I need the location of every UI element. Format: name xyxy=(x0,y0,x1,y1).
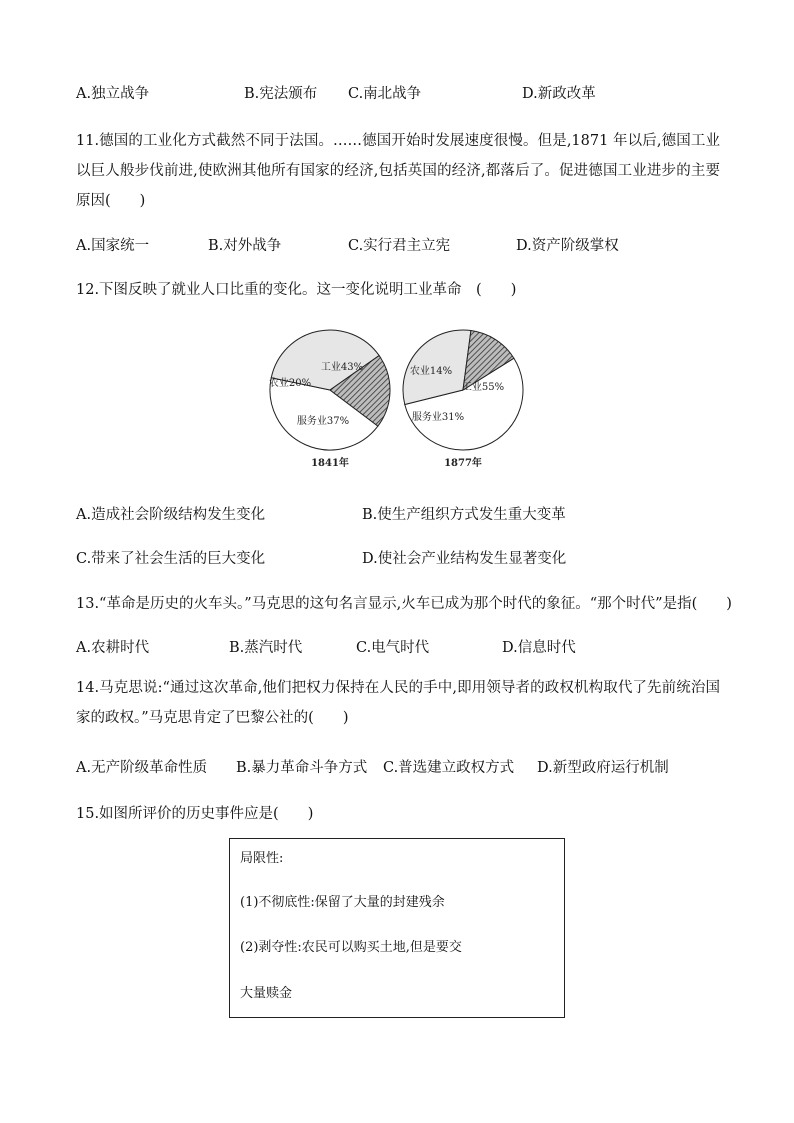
q10-option-d: D.新政改革 xyxy=(522,86,596,102)
pie-0-caption: 1841年 xyxy=(311,458,349,469)
q12-option-a: A.造成社会阶级结构发生变化 xyxy=(76,507,266,523)
pie-1-label-0: 工业55% xyxy=(461,382,505,393)
q14-option-d: D.新型政府运行机制 xyxy=(537,760,669,776)
q13-option-d: D.信息时代 xyxy=(502,640,576,656)
q12-option-c: C.带来了社会生活的巨大变化 xyxy=(76,551,266,567)
q13-stem: 13.“革命是历史的火车头。”马克思的这句名言显示,火车已成为那个时代的象征。“那个时代”是指( ) xyxy=(76,596,732,612)
q13-option-a: A.农耕时代 xyxy=(76,640,150,656)
pie-0-label-1: 服务业37% xyxy=(296,416,350,427)
q11-stem: 11.德国的工业化方式截然不同于法国。……德国开始时发展速度很慢。但是,1871 年以后,德国工业以巨人般步伐前进,使欧洲其他所有国家的经济,包括英国的经济,都落后了。促进德国工业进步的主要原因( ) xyxy=(76,133,720,209)
q11-option-b: B.对外战争 xyxy=(208,238,282,254)
employment-pie-charts xyxy=(268,328,528,478)
pie-0-label-0: 工业43% xyxy=(320,362,364,373)
q13-option-b: B.蒸汽时代 xyxy=(229,640,303,656)
pie-1-caption: 1877年 xyxy=(444,458,482,469)
pie-1-label-1: 服务业31% xyxy=(411,412,465,423)
q11-option-c: C.实行君主立宪 xyxy=(348,238,451,254)
q15-stem: 15.如图所评价的历史事件应是( ) xyxy=(76,806,314,822)
q10-option-a: A.独立战争 xyxy=(76,86,150,102)
q14-option-c: C.普选建立政权方式 xyxy=(383,760,515,776)
q13-option-c: C.电气时代 xyxy=(356,640,430,656)
q11-option-d: D.资产阶级掌权 xyxy=(516,238,619,254)
q10-option-c: C.南北战争 xyxy=(348,86,422,102)
box-line-3: 大量赎金 xyxy=(240,986,293,1001)
q10-option-b: B.宪法颁布 xyxy=(244,86,318,102)
pie-1-label-2: 农业14% xyxy=(409,366,453,377)
q11-option-a: A.国家统一 xyxy=(76,238,150,254)
q15-material-box xyxy=(229,838,565,1018)
q14-option-b: B.暴力革命斗争方式 xyxy=(236,760,368,776)
box-line-1: (1)不彻底性:保留了大量的封建残余 xyxy=(240,895,445,910)
box-line-2: (2)剥夺性:农民可以购买土地,但是要交 xyxy=(240,940,462,955)
q14-option-a: A.无产阶级革命性质 xyxy=(76,760,208,776)
pie-0-label-2: 农业20% xyxy=(268,378,312,389)
q12-option-b: B.使生产组织方式发生重大变革 xyxy=(362,507,566,523)
q12-option-d: D.使社会产业结构发生显著变化 xyxy=(362,551,567,567)
q12-stem: 12.下图反映了就业人口比重的变化。这一变化说明工业革命 ( ) xyxy=(76,282,517,298)
box-title: 局限性: xyxy=(240,851,284,866)
q14-stem: 14.马克思说:“通过这次革命,他们把权力保持在人民的手中,即用领导者的政权机构取代了先前统治国家的政权。”马克思肯定了巴黎公社的( ) xyxy=(76,680,720,726)
